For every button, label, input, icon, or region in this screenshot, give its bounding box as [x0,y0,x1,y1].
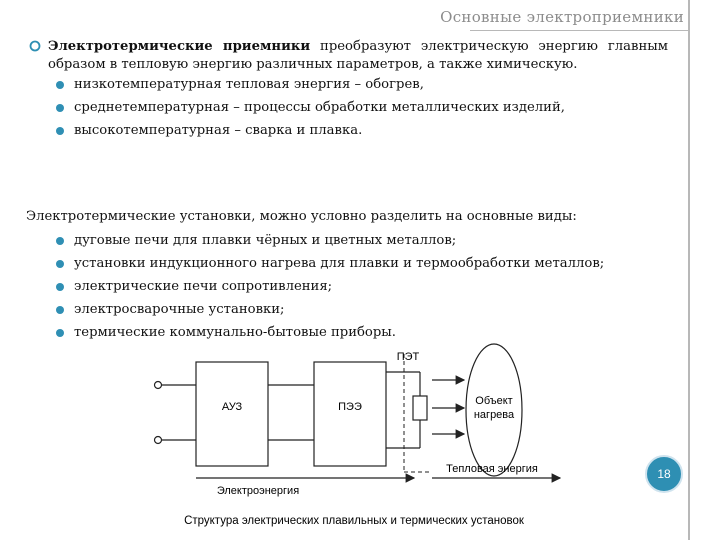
bullet-dot-icon [56,306,64,314]
auz-label: АУЗ [221,401,243,413]
circle-bullet-icon [28,39,42,53]
bullet-dot-icon [56,329,64,337]
diagram-caption: Структура электрических плавильных и термических установок [184,515,524,527]
list-item: низкотемпературная тепловая энергия – обогрев, [48,76,668,94]
list-item: электрические печи сопротивления; [26,278,676,296]
bullet-dot-icon [56,127,64,135]
bullet-dot-icon [56,237,64,245]
object-label-line2: нагрева [473,409,515,421]
intro-paragraph [48,38,668,145]
list-item: высокотемпературная – сварка и плавка. [48,122,668,140]
slide-title: Основные электроприемники [440,8,684,26]
list-item: среднетемпературная – процессы обработки металлических изделий, [48,99,668,117]
structure-diagram [0,340,720,540]
list-item: электросварочные установки; [26,301,676,319]
pee-block [314,362,386,466]
pee-label: ПЭЭ [338,401,362,413]
bullet-dot-icon [56,81,64,89]
installations-heading: Электротермические установки, можно условно разделить на основные виды: [26,209,577,224]
page-number-badge: 18 [645,455,683,493]
intro-list [48,76,668,140]
electro-label: Электроэнергия [216,485,300,497]
installations-section [26,208,676,347]
list-item: установки индукционного нагрева для плавки и термообработки металлов; [26,255,676,273]
bullet-dot-icon [56,104,64,112]
input-terminal [155,382,162,389]
bullet-dot-icon [56,283,64,291]
intro-term: Электротермические приемники [48,39,311,54]
slide-frame-top [470,30,690,31]
input-terminal [155,437,162,444]
thermal-label: Тепловая энергия [446,463,538,475]
auz-block [196,362,268,466]
intro-text: преобразуют электрическую энергию главным образом в тепловую энергию различных параметров, а также химическую. [48,39,668,72]
object-label-line1: Объект [475,395,513,407]
list-item: термические коммунально-бытовые приборы. [26,324,676,342]
installations-list [26,232,676,342]
pet-label: ПЭТ [396,351,420,363]
list-item: дуговые печи для плавки чёрных и цветных металлов; [26,232,676,250]
pet-resistor [413,396,427,420]
bullet-dot-icon [56,260,64,268]
